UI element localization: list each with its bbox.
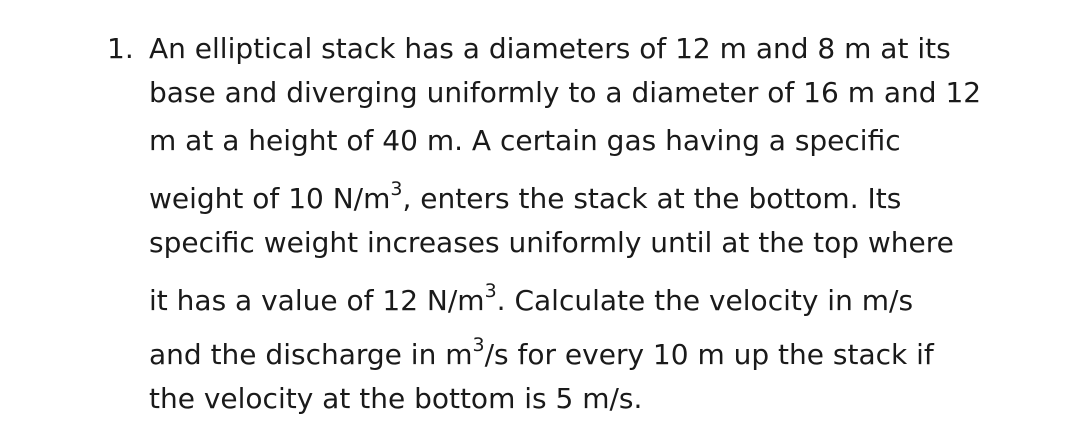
problem-line-8: the velocity at the bottom is 5 m/s.: [149, 382, 643, 415]
problem-line-7-text-a: and the discharge in m: [149, 338, 473, 371]
problem-line-5: specific weight increases uniformly until at the top where: [149, 226, 954, 259]
problem-line-1: An elliptical stack has a diameters of 12 m and 8 m at its: [149, 32, 951, 65]
problem-line-3: m at a height of 40 m. A certain gas having a specific: [149, 124, 901, 157]
problem-line-6-text-b: . Calculate the velocity in m/s: [496, 284, 914, 317]
problem-line-6: [149, 278, 913, 324]
problem-line-2: base and diverging uniformly to a diameter of 16 m and 12: [149, 76, 982, 109]
superscript-cubed: 3: [390, 178, 403, 200]
problem-line-4: [149, 176, 901, 222]
superscript-cubed: 3: [472, 334, 485, 356]
problem-line-6-text-a: it has a value of 12 N/m: [149, 284, 485, 317]
problem-line-7-text-b: /s for every 10 m up the stack if: [484, 338, 934, 371]
superscript-cubed: 3: [484, 280, 497, 302]
problem-line-7: [149, 332, 934, 378]
problem-line-4-text-b: , enters the stack at the bottom. Its: [402, 182, 902, 215]
problem-line-4-text-a: weight of 10 N/m: [149, 182, 391, 215]
problem-number: 1.: [107, 32, 134, 65]
